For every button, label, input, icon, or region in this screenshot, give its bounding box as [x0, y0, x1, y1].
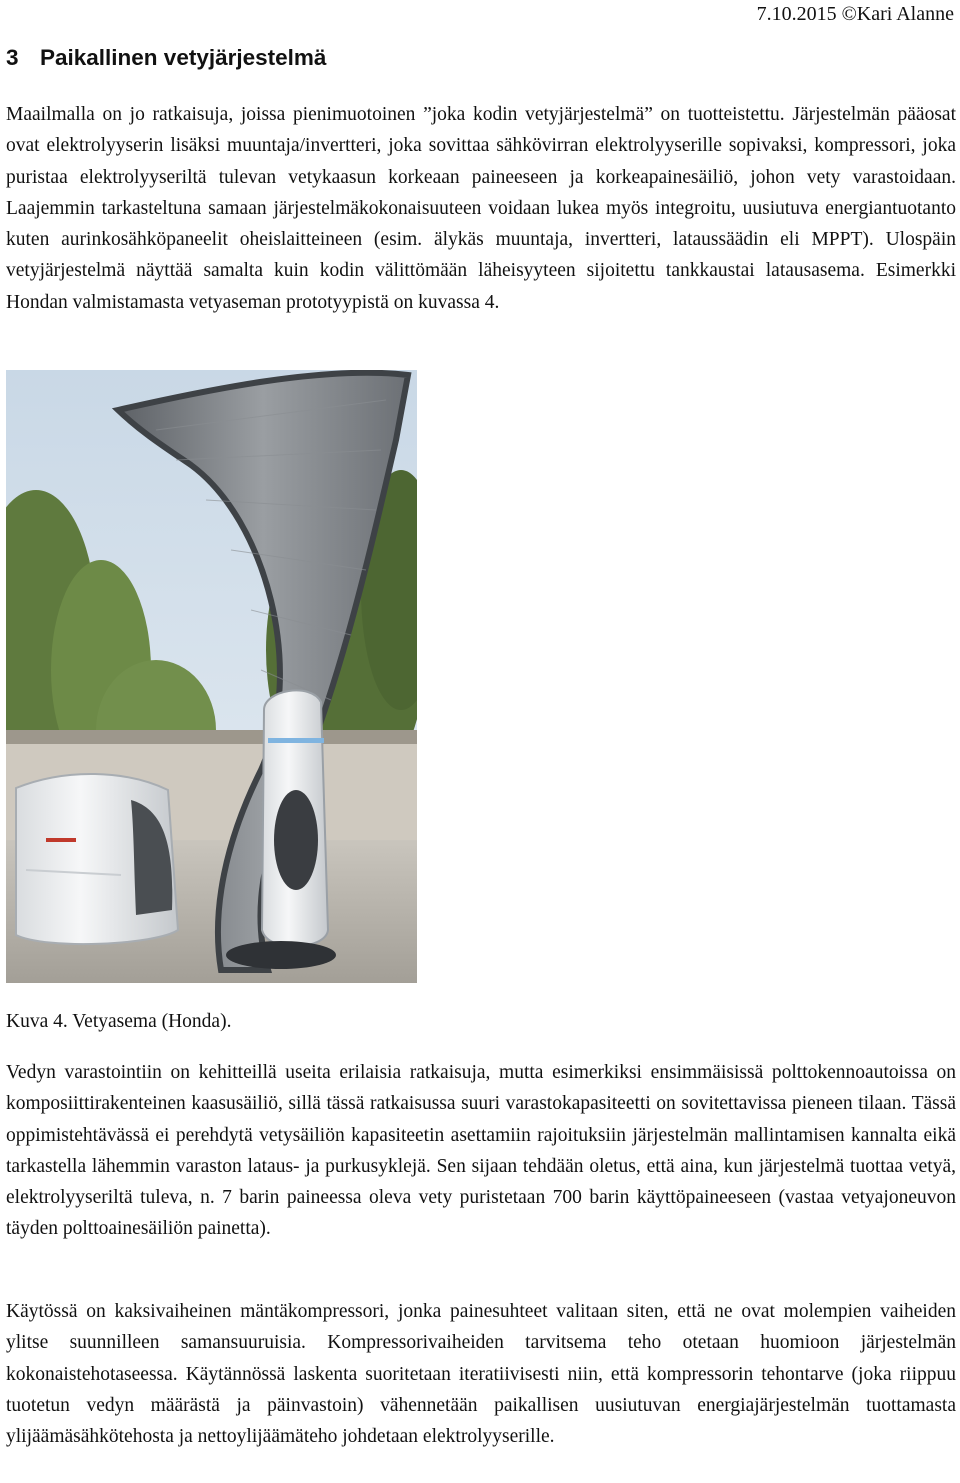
paragraph-intro: Maailmalla on jo ratkaisuja, joissa pienimuotoinen ”joka kodin vetyjärjestelmä” on tuotteistettu. Järjestelmän pääosat ovat elektrolyyserin lisäksi muuntaja/invertteri, joka sovittaa sähkövirran elektrolyyserille sopivaksi, kompressori, joka puristaa elektrolyyseriltä tulevan vetykaasun korkeaan paineeseen ja korkeapainesäiliö, johon vety varastoidaan. Laajemmin tarkasteltuna samaan järjestelmäkokonaisuuteen voidaan lukea myös integroitu, uusiutuva energiantuotanto kuten aurinkosähköpaneelit oheislaitteineen (esim. älykäs muuntaja, invertteri, lataussäädin eli MPPT). Ulospäin vetyjärjestelmä näyttää samalta kuin kodin välittömään läheisyyteen sijoitettu tankkaustai latausasema. Esimerkki Hondan valmistamasta vetyaseman prototyypistä on kuvassa 4. — [6, 104, 956, 313]
paragraph-compressor: Käytössä on kaksivaiheinen mäntäkompressori, jonka painesuhteet valitaan siten, että ne ovat molempien vaiheiden ylitse suunnilleen samansuuruisia. Kompressorivaiheiden tarvitsema teho otetaan huomioon järjestelmän kokonaistehotaseessa. Käytännössä laskenta suoritetaan iteratiivisesti niin, että kompressorin tehontarve (joka riippuu tuotetun vedyn määrästä ja päinvastoin) vähennetään paikallisen uusiutuvan energiajärjestelmän tuottamasta ylijäämäsähkötehosta ja nettoylijäämäteho johdetaan elektrolyyserille. — [6, 1301, 956, 1448]
station-base — [226, 941, 336, 969]
section-title-text: Paikallinen vetyjärjestelmä — [40, 45, 327, 70]
paragraph-storage: Vedyn varastointiin on kehitteillä useita erilaisia ratkaisuja, mutta esimerkiksi ensimmäisissä polttokennoautoissa on komposiittirakenteinen kaasusäiliö, sillä tässä ratkaisussa suuri varastokapasiteetti on sovitettavissa pieneen tilaan. Tässä oppimistehtävässä ei perehdytä vetysäiliön kapasiteetin asettamiin rajoituksiin järjestelmän mallintamisen kannalta eikä tarkastella lähemmin varaston lataus- ja purkusyklejä. Sen sijaan tehdään oletus, että aina, kun järjestelmä tuottaa vetyä, elektrolyyseriltä tuleva, n. 7 barin paineessa oleva vety puristetaan 700 barin käyttöpaineeseen (vastaa vetyajoneuvon täyden polttoainesäiliön painetta). — [6, 1062, 956, 1240]
section-heading — [6, 44, 326, 72]
hydrogen-station-illustration — [6, 370, 417, 983]
header-date-author: 7.10.2015 ©Kari Alanne — [756, 3, 954, 25]
section-number: 3 — [6, 45, 19, 70]
figure-caption: Kuva 4. Vetyasema (Honda). — [6, 1011, 232, 1032]
figure-hydrogen-station-photo — [6, 370, 417, 983]
